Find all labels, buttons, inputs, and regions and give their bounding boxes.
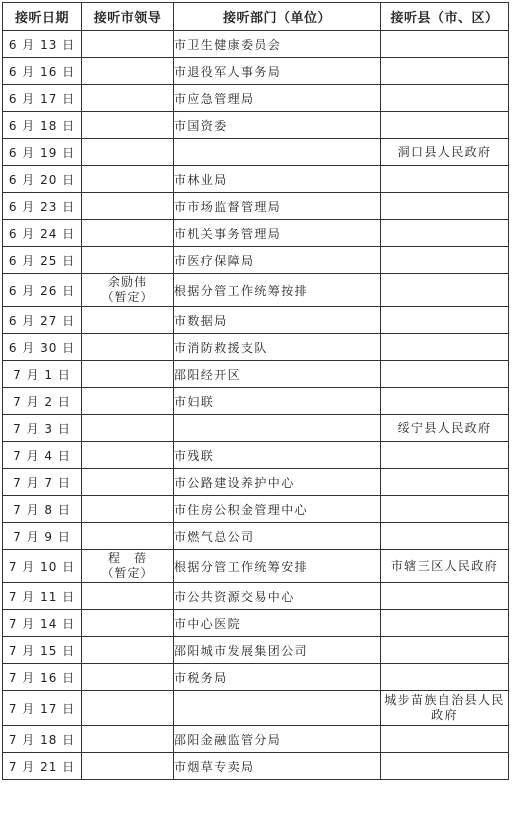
leader-cell [82,139,174,166]
table-row [3,583,509,610]
leader-cell [82,637,174,664]
leader-cell [82,496,174,523]
leader-cell [82,58,174,85]
header-department: 接听部门（单位） [174,3,381,31]
table-row [3,166,509,193]
county-cell [381,112,509,139]
date-cell: 6 月 25 日 [3,247,82,274]
table-row [3,361,509,388]
table-row [3,637,509,664]
date-cell: 6 月 16 日 [3,58,82,85]
county-cell [381,247,509,274]
date-cell: 7 月 17 日 [3,691,82,726]
leader-cell [82,726,174,753]
department-cell: 市林业局 [174,166,381,193]
date-cell: 6 月 26 日 [3,274,82,307]
table-row [3,523,509,550]
leader-cell [82,610,174,637]
county-cell [381,361,509,388]
leader-cell: 程 蓓 （暂定） [82,550,174,583]
date-cell: 7 月 9 日 [3,523,82,550]
department-cell: 市中心医院 [174,610,381,637]
leader-cell [82,307,174,334]
county-cell [381,58,509,85]
county-cell [381,496,509,523]
table-row [3,58,509,85]
date-cell: 7 月 1 日 [3,361,82,388]
date-cell: 7 月 18 日 [3,726,82,753]
date-cell: 7 月 3 日 [3,415,82,442]
department-cell: 市税务局 [174,664,381,691]
leader-cell [82,112,174,139]
leader-cell [82,247,174,274]
leader-cell [82,691,174,726]
header-row [3,3,509,31]
department-cell: 根据分管工作统筹按排 [174,274,381,307]
table-row [3,307,509,334]
county-cell [381,220,509,247]
county-cell [381,523,509,550]
department-cell [174,415,381,442]
table-row [3,496,509,523]
county-cell [381,388,509,415]
date-cell: 7 月 15 日 [3,637,82,664]
date-cell: 6 月 17 日 [3,85,82,112]
table-row [3,664,509,691]
date-cell: 7 月 16 日 [3,664,82,691]
county-cell [381,334,509,361]
county-cell [381,664,509,691]
department-cell: 市燃气总公司 [174,523,381,550]
department-cell: 市烟草专卖局 [174,753,381,780]
department-cell [174,139,381,166]
department-cell: 市住房公积金管理中心 [174,496,381,523]
date-cell: 6 月 27 日 [3,307,82,334]
date-cell: 7 月 11 日 [3,583,82,610]
table-row [3,274,509,307]
date-cell: 6 月 18 日 [3,112,82,139]
department-cell: 邵阳经开区 [174,361,381,388]
date-cell: 7 月 4 日 [3,442,82,469]
reception-schedule-table [2,2,509,780]
table-row [3,610,509,637]
department-cell: 市消防救援支队 [174,334,381,361]
department-cell: 市应急管理局 [174,85,381,112]
date-cell: 7 月 14 日 [3,610,82,637]
date-cell: 7 月 2 日 [3,388,82,415]
header-date: 接听日期 [3,3,82,31]
table-row [3,139,509,166]
date-cell: 6 月 23 日 [3,193,82,220]
table-row [3,85,509,112]
leader-cell: 余励伟 （暂定） [82,274,174,307]
leader-cell [82,753,174,780]
department-cell: 市公共资源交易中心 [174,583,381,610]
leader-cell [82,85,174,112]
leader-cell [82,220,174,247]
leader-cell [82,442,174,469]
date-cell: 6 月 19 日 [3,139,82,166]
leader-cell [82,31,174,58]
county-cell [381,166,509,193]
table-row [3,442,509,469]
leader-cell [82,193,174,220]
date-cell: 7 月 7 日 [3,469,82,496]
county-cell [381,753,509,780]
leader-cell [82,415,174,442]
leader-cell [82,361,174,388]
table-row [3,469,509,496]
leader-cell [82,166,174,193]
department-cell: 市数据局 [174,307,381,334]
department-cell: 邵阳城市发展集团公司 [174,637,381,664]
department-cell: 根据分管工作统筹安排 [174,550,381,583]
county-cell: 城步苗族自治县人民政府 [381,691,509,726]
date-cell: 7 月 21 日 [3,753,82,780]
department-cell: 市国资委 [174,112,381,139]
leader-cell [82,469,174,496]
leader-cell [82,523,174,550]
department-cell: 市市场监督管理局 [174,193,381,220]
date-cell: 6 月 20 日 [3,166,82,193]
table-row [3,31,509,58]
county-cell [381,469,509,496]
table-row [3,334,509,361]
department-cell: 市医疗保障局 [174,247,381,274]
date-cell: 7 月 8 日 [3,496,82,523]
department-cell: 市残联 [174,442,381,469]
table-row [3,112,509,139]
leader-cell [82,334,174,361]
county-cell [381,610,509,637]
county-cell [381,274,509,307]
county-cell [381,85,509,112]
department-cell [174,691,381,726]
date-cell: 6 月 24 日 [3,220,82,247]
date-cell: 7 月 10 日 [3,550,82,583]
table-row [3,550,509,583]
leader-cell [82,388,174,415]
county-cell [381,726,509,753]
department-cell: 市卫生健康委员会 [174,31,381,58]
department-cell: 市退役军人事务局 [174,58,381,85]
department-cell: 邵阳金融监管分局 [174,726,381,753]
county-cell [381,637,509,664]
county-cell: 洞口县人民政府 [381,139,509,166]
table-row [3,726,509,753]
county-cell [381,307,509,334]
county-cell [381,442,509,469]
date-cell: 6 月 30 日 [3,334,82,361]
department-cell: 市机关事务管理局 [174,220,381,247]
table-row [3,753,509,780]
county-cell: 市辖三区人民政府 [381,550,509,583]
table-row [3,247,509,274]
table-row [3,193,509,220]
header-leader: 接听市领导 [82,3,174,31]
table-row [3,220,509,247]
department-cell: 市妇联 [174,388,381,415]
date-cell: 6 月 13 日 [3,31,82,58]
county-cell [381,193,509,220]
county-cell: 绥宁县人民政府 [381,415,509,442]
county-cell [381,31,509,58]
table-row [3,415,509,442]
leader-cell [82,583,174,610]
county-cell [381,583,509,610]
table-row [3,691,509,726]
department-cell: 市公路建设养护中心 [174,469,381,496]
table-row [3,388,509,415]
leader-cell [82,664,174,691]
header-county: 接听县（市、区） [381,3,509,31]
